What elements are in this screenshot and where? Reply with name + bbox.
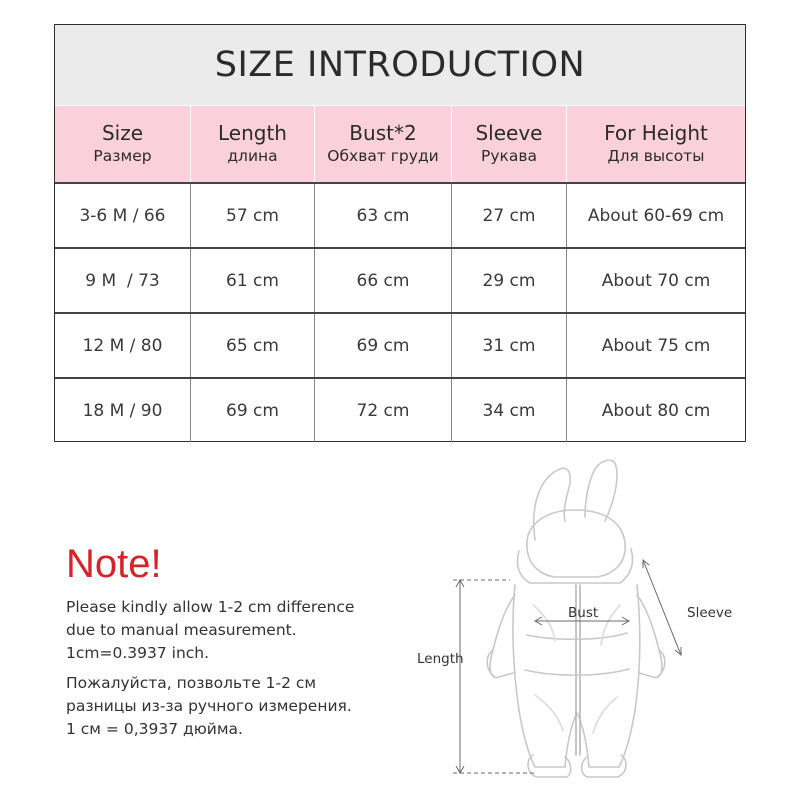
note-line: Please kindly allow 1-2 cm difference: [66, 598, 355, 616]
note-line: due to manual measurement.: [66, 621, 297, 639]
size-cell: 9 M / 73: [55, 249, 191, 312]
note-line: Пожалуйста, позвольте 1-2 см: [66, 674, 317, 692]
sleeve-cell: 34 cm: [452, 379, 567, 442]
header-en: Sleeve: [475, 121, 543, 145]
height-cell: About 70 cm: [601, 270, 711, 291]
height-cell: About 60-69 cm: [587, 205, 725, 226]
size-cell: 18 M / 90: [55, 379, 191, 442]
header-length: [191, 106, 315, 182]
size-grid: [55, 106, 745, 442]
height-cell: About 75 cm: [601, 335, 711, 356]
sleeve-cell: 27 cm: [452, 184, 567, 247]
size-cell: 12 M / 80: [55, 314, 191, 377]
header-en: Length: [218, 121, 287, 145]
length-cell: 57 cm: [191, 184, 315, 247]
header-en: Size: [101, 121, 144, 145]
bust-cell: 69 cm: [315, 314, 452, 377]
header-ru: Обхват груди: [327, 147, 439, 165]
note-line: 1cm=0.3937 inch.: [66, 644, 210, 662]
header-ru: Рукава: [480, 147, 537, 165]
note-english: [66, 596, 406, 665]
table-title: SIZE INTRODUCTION: [55, 25, 745, 105]
table-row: [55, 182, 745, 247]
bust-cell: 63 cm: [315, 184, 452, 247]
header-bust: [315, 106, 452, 182]
size-cell: 3-6 M / 66: [55, 184, 191, 247]
header-en: For Height: [604, 121, 708, 145]
length-label: Length: [417, 651, 464, 667]
header-sleeve: [452, 106, 567, 182]
table-row: [55, 247, 745, 312]
size-table: [54, 24, 746, 442]
length-cell: 61 cm: [191, 249, 315, 312]
height-cell: About 80 cm: [601, 400, 711, 421]
sleeve-cell: 29 cm: [452, 249, 567, 312]
bust-cell: 66 cm: [315, 249, 452, 312]
header-size: [55, 106, 191, 182]
header-ru: длина: [227, 147, 278, 165]
table-row: [55, 377, 745, 442]
note-line: 1 см = 0,3937 дюйма.: [66, 720, 243, 738]
header-row: [55, 106, 745, 182]
bust-label: Bust: [568, 605, 599, 621]
sleeve-label: Sleeve: [687, 605, 733, 621]
table-row: [55, 312, 745, 377]
romper-illustration: [415, 455, 775, 795]
header-height: [567, 106, 745, 182]
note-russian: [66, 672, 406, 741]
header-ru: Для высоты: [607, 147, 705, 165]
note-line: разницы из-за ручного измерения.: [66, 697, 352, 715]
header-ru: Размер: [93, 147, 152, 165]
header-en: Bust*2: [349, 121, 417, 145]
note-heading: Note!: [66, 542, 162, 586]
sleeve-cell: 31 cm: [452, 314, 567, 377]
length-cell: 69 cm: [191, 379, 315, 442]
length-cell: 65 cm: [191, 314, 315, 377]
measurement-figure: [415, 455, 775, 795]
bust-cell: 72 cm: [315, 379, 452, 442]
